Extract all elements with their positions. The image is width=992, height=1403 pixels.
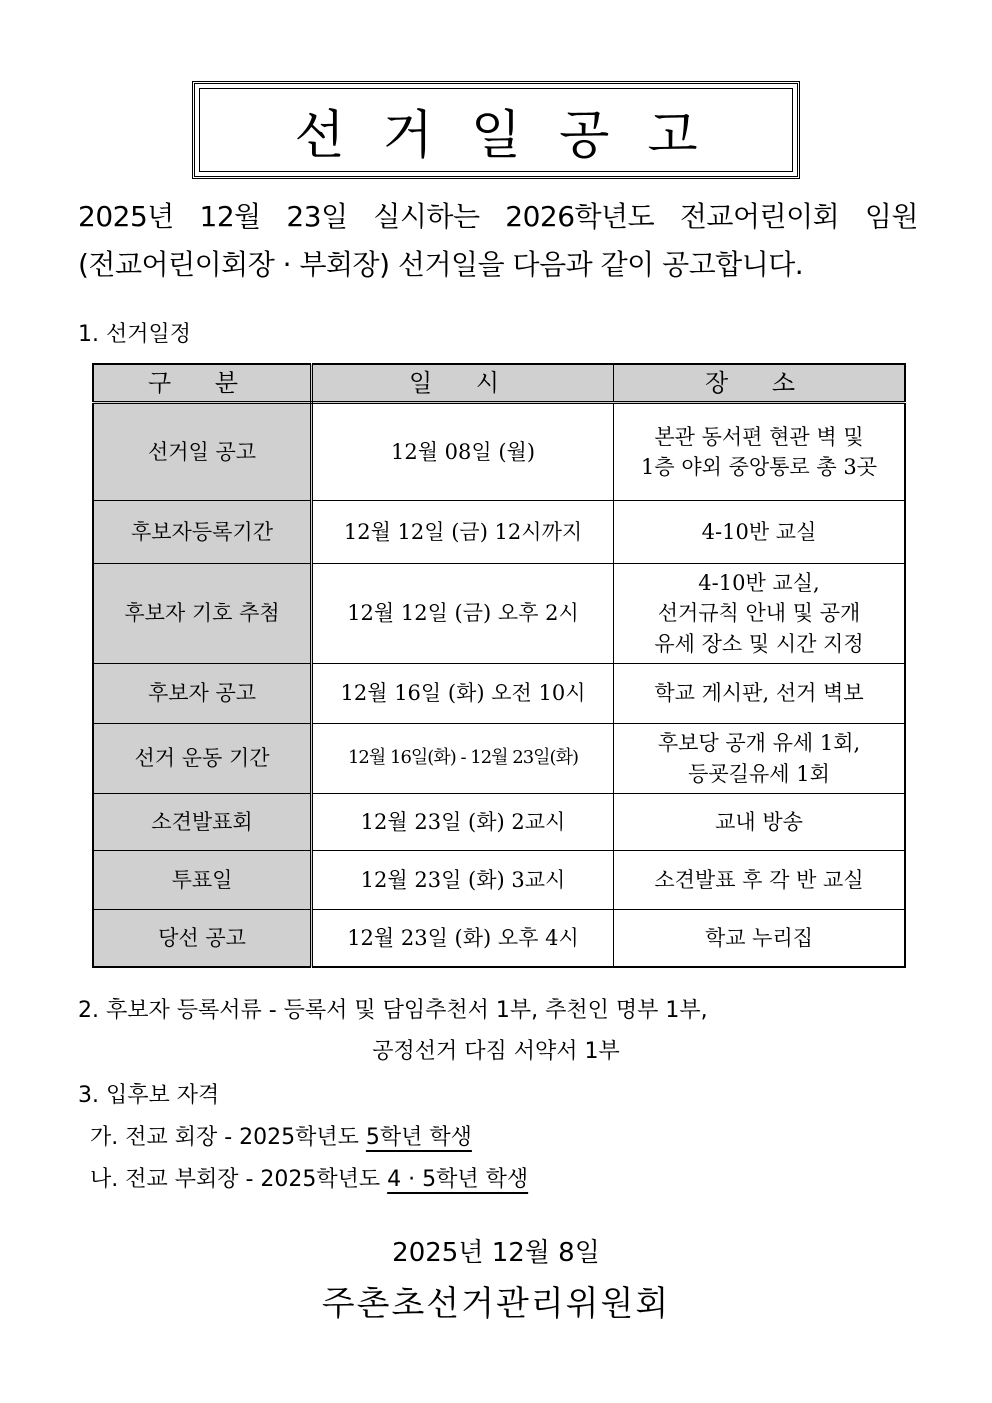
place-line: 유세 장소 및 시간 지정 (654, 631, 864, 656)
schedule-table (92, 363, 906, 968)
row-category: 후보자등록기간 (93, 501, 312, 564)
eligibility-vice-president (90, 1162, 528, 1193)
section-2-line-2: 공정선거 다짐 서약서 1부 (372, 1039, 620, 1064)
row-place (614, 403, 906, 501)
intro-line-1: 2025년 12월 23일 실시하는 2026학년도 전교어린이회 임원 (78, 200, 918, 233)
row-category: 투표일 (93, 851, 312, 910)
row-datetime: 12월 12일 (금) 12시까지 (312, 501, 614, 564)
row-datetime: 12월 12일 (금) 오후 2시 (312, 564, 614, 664)
row-category: 선거 운동 기간 (93, 724, 312, 794)
row-category: 선거일 공고 (93, 403, 312, 501)
row-place (614, 851, 906, 910)
place-line: 본관 동서편 현관 벽 및 (654, 424, 864, 449)
table-row (93, 501, 905, 564)
table-row (93, 910, 905, 967)
place-line: 학교 누리집 (704, 925, 814, 950)
place-line: 후보당 공개 유세 1회, (657, 731, 861, 756)
organization-name: 주촌초선거관리위원회 (321, 1284, 671, 1324)
row-datetime: 12월 23일 (화) 3교시 (312, 851, 614, 910)
place-line: 등굣길유세 1회 (688, 761, 830, 786)
place-line: 선거규칙 안내 및 공개 (657, 601, 861, 626)
eligibility-grade: 5학년 학생 (365, 1125, 472, 1150)
eligibility-president (90, 1120, 472, 1151)
table-row (93, 851, 905, 910)
table-row (93, 564, 905, 664)
row-category: 후보자 기호 추첨 (93, 564, 312, 664)
announcement-date: 2025년 12월 8일 (392, 1238, 600, 1268)
row-place (614, 664, 906, 724)
row-place (614, 564, 906, 664)
section-1-heading: 1. 선거일정 (78, 322, 191, 347)
table-row (93, 794, 905, 851)
row-category: 후보자 공고 (93, 664, 312, 724)
header-place: 장 소 (614, 364, 906, 403)
place-line: 학교 게시판, 선거 벽보 (654, 681, 864, 706)
table-row (93, 664, 905, 724)
table-header-row (93, 364, 905, 403)
row-place (614, 501, 906, 564)
row-datetime: 12월 08일 (월) (312, 403, 614, 501)
row-place (614, 724, 906, 794)
section-2-line-1: 2. 후보자 등록서류 - 등록서 및 담임추천서 1부, 추천인 명부 1부, (78, 998, 708, 1023)
section-3-heading: 3. 입후보 자격 (78, 1083, 220, 1108)
row-datetime: 12월 23일 (화) 2교시 (312, 794, 614, 851)
table-row (93, 403, 905, 501)
place-line: 소견발표 후 각 반 교실 (654, 867, 864, 892)
place-line: 4-10반 교실, (698, 570, 820, 595)
table-row (93, 724, 905, 794)
eligibility-label: 가. 전교 회장 - 2025학년도 (90, 1125, 366, 1150)
row-datetime: 12월 23일 (화) 오후 4시 (312, 910, 614, 967)
row-datetime: 12월 16일 (화) 오전 10시 (312, 664, 614, 724)
eligibility-label: 나. 전교 부회장 - 2025학년도 (90, 1167, 388, 1192)
eligibility-grade: 4 · 5학년 학생 (387, 1167, 529, 1192)
place-line: 교내 방송 (715, 809, 803, 834)
title-box (192, 81, 800, 179)
intro-line-2: (전교어린이회장 · 부회장) 선거일을 다음과 같이 공고합니다. (78, 248, 804, 281)
header-category: 구 분 (93, 364, 312, 403)
row-category: 당선 공고 (93, 910, 312, 967)
row-place (614, 794, 906, 851)
place-line: 1층 야외 중앙통로 총 3곳 (641, 455, 877, 479)
row-place (614, 910, 906, 967)
header-datetime: 일 시 (312, 364, 614, 403)
row-category: 소견발표회 (93, 794, 312, 851)
place-line: 4-10반 교실 (701, 519, 817, 544)
document-title: 선거일공고 (294, 105, 736, 166)
row-datetime: 12월 16일(화) - 12월 23일(화) (312, 724, 614, 794)
